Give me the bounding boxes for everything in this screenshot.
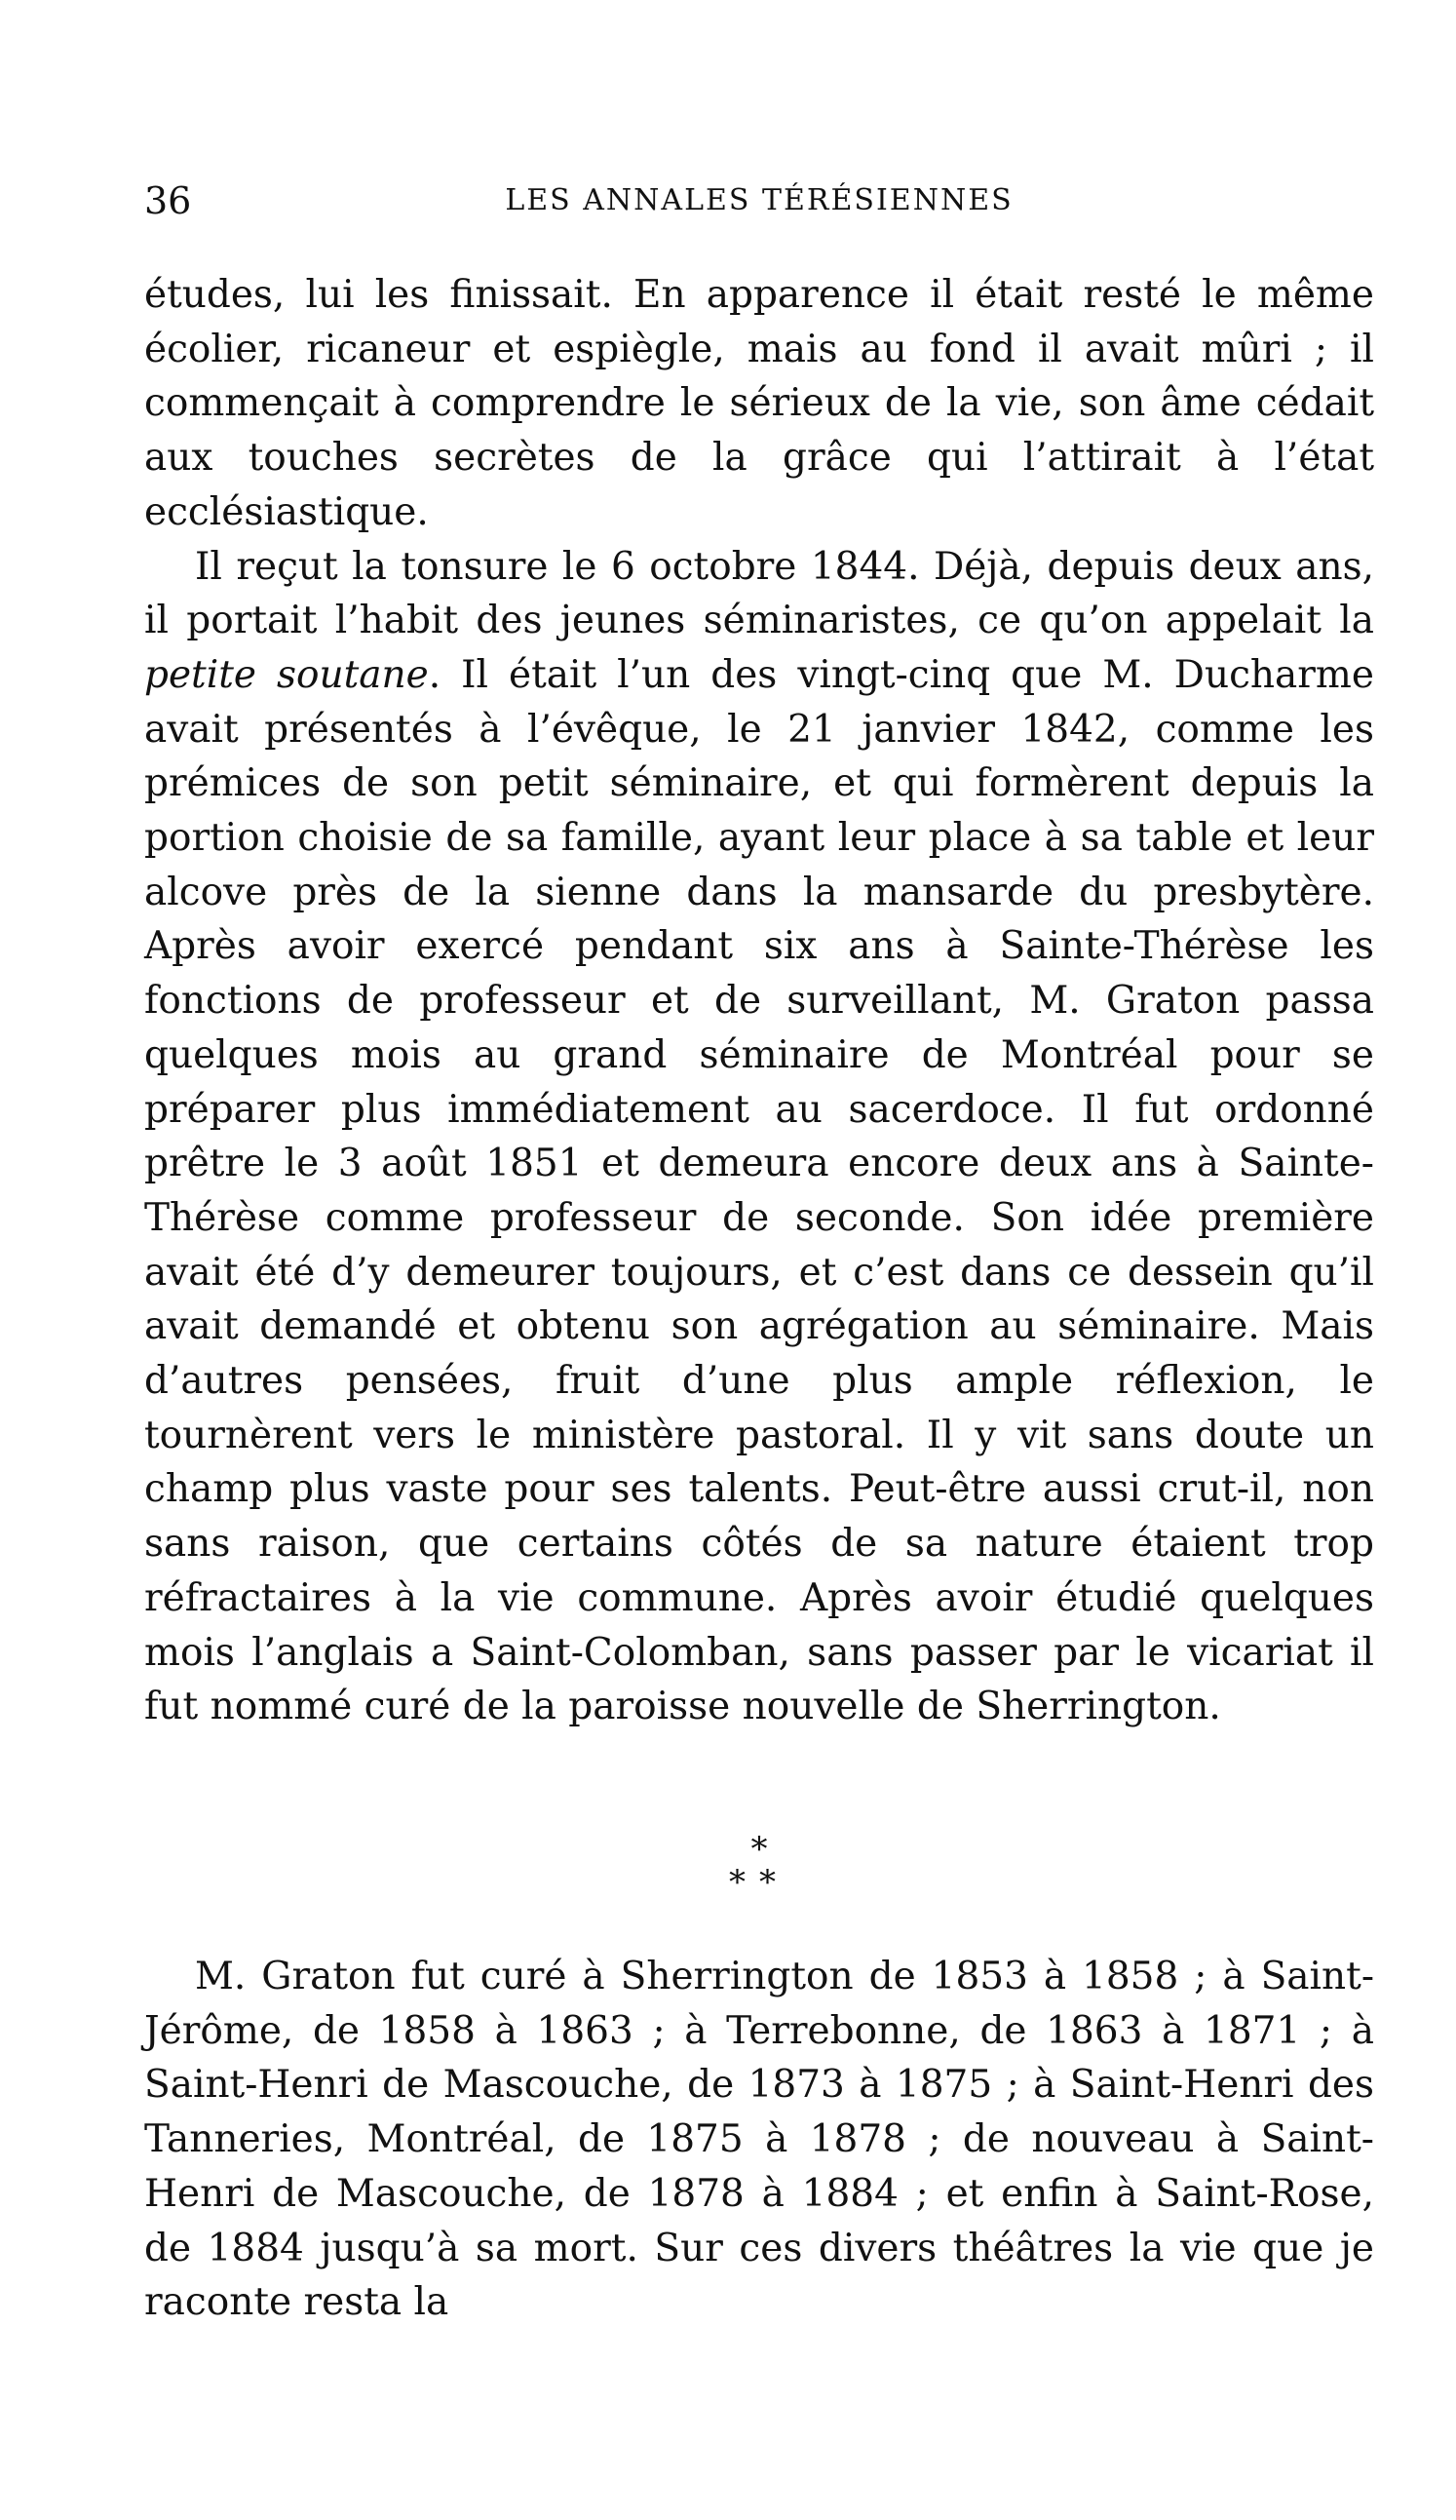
main-text bbox=[144, 268, 1374, 1734]
running-title: LES ANNALES TÉRÉSIENNES bbox=[505, 183, 1014, 217]
paragraph-text: . Il était l’un des vingt-cinq que M. Ducharme avait présentés à l’évêque, le 21 janvier 1842, comme les prémices de son petit séminaire, et qui formèrent depuis la portion choisie de sa famille, ayant leur place à sa table et leur alcove près de la sienne dans la mansarde du presbytère. Après avoir exercé pendant six ans à Sainte-Thérèse les fonctions de professeur et de surveillant, M. Graton passa quelques mois au grand séminaire de Montréal pour se préparer plus immédiatement au sacerdoce. Il fut ordonné prêtre le 3 août 1851 et demeura encore deux ans à Sainte-Thérèse comme professeur de seconde. Son idée première avait été d’y demeurer toujours, et c’est dans ce dessein qu’il avait demandé et obtenu son agrégation au séminaire. Mais d’autres pensées, fruit d’une plus ample réflexion, le tournèrent vers le ministère pastoral. Il y vit sans doute un champ plus vaste pour ses talents. Peut-être aussi crut-il, non sans raison, que certains côtés de sa nature étaient trop réfractaires à la vie commune. Après avoir étudié quelques mois l’anglais a Saint-Colomban, sans passer par le vicariat il fut nommé curé de la paroisse nouvelle de Sherrington. bbox=[144, 652, 1374, 1729]
paragraph-text: Il reçut la tonsure le 6 octobre 1844. Déjà, depuis deux ans, il portait l’habit des jeunes séminaristes, ce qu’on appelait la bbox=[144, 544, 1374, 643]
paragraph-tonsure bbox=[144, 540, 1374, 1734]
italic-term: petite soutane bbox=[144, 652, 429, 697]
paragraph-continuation: études, lui les finissait. En apparence il était resté le même écolier, ricaneur et espiègle, mais au fond il avait mûri ; il commençait à comprendre le sérieux de la vie, son âme cédait aux touches secrètes de la grâce qui l’attirait à l’état ecclésiastique. bbox=[144, 273, 1374, 534]
asterism-top: * bbox=[750, 1830, 768, 1869]
page-header bbox=[144, 172, 1374, 230]
main-text-after-break bbox=[144, 1950, 1374, 2330]
book-page bbox=[144, 0, 1374, 2520]
section-break-asterism bbox=[144, 1830, 1374, 1911]
page-number: 36 bbox=[144, 179, 192, 222]
asterism-bottom: ** bbox=[729, 1863, 789, 1902]
paragraph-parishes: M. Graton fut curé à Sherrington de 1853 à 1858 ; à Saint-Jérôme, de 1858 à 1863 ; à Terrebonne, de 1863 à 1871 ; à Saint-Henri de Mascouche, de 1873 à 1875 ; à Saint-Henri des Tanneries, Montréal, de 1875 à 1878 ; de nouveau à Saint-Henri de Mascouche, de 1878 à 1884 ; et enfin à Saint-Rose, de 1884 jusqu’à sa mort. Sur ces divers théâtres la vie que je raconte resta la bbox=[144, 1955, 1374, 2325]
